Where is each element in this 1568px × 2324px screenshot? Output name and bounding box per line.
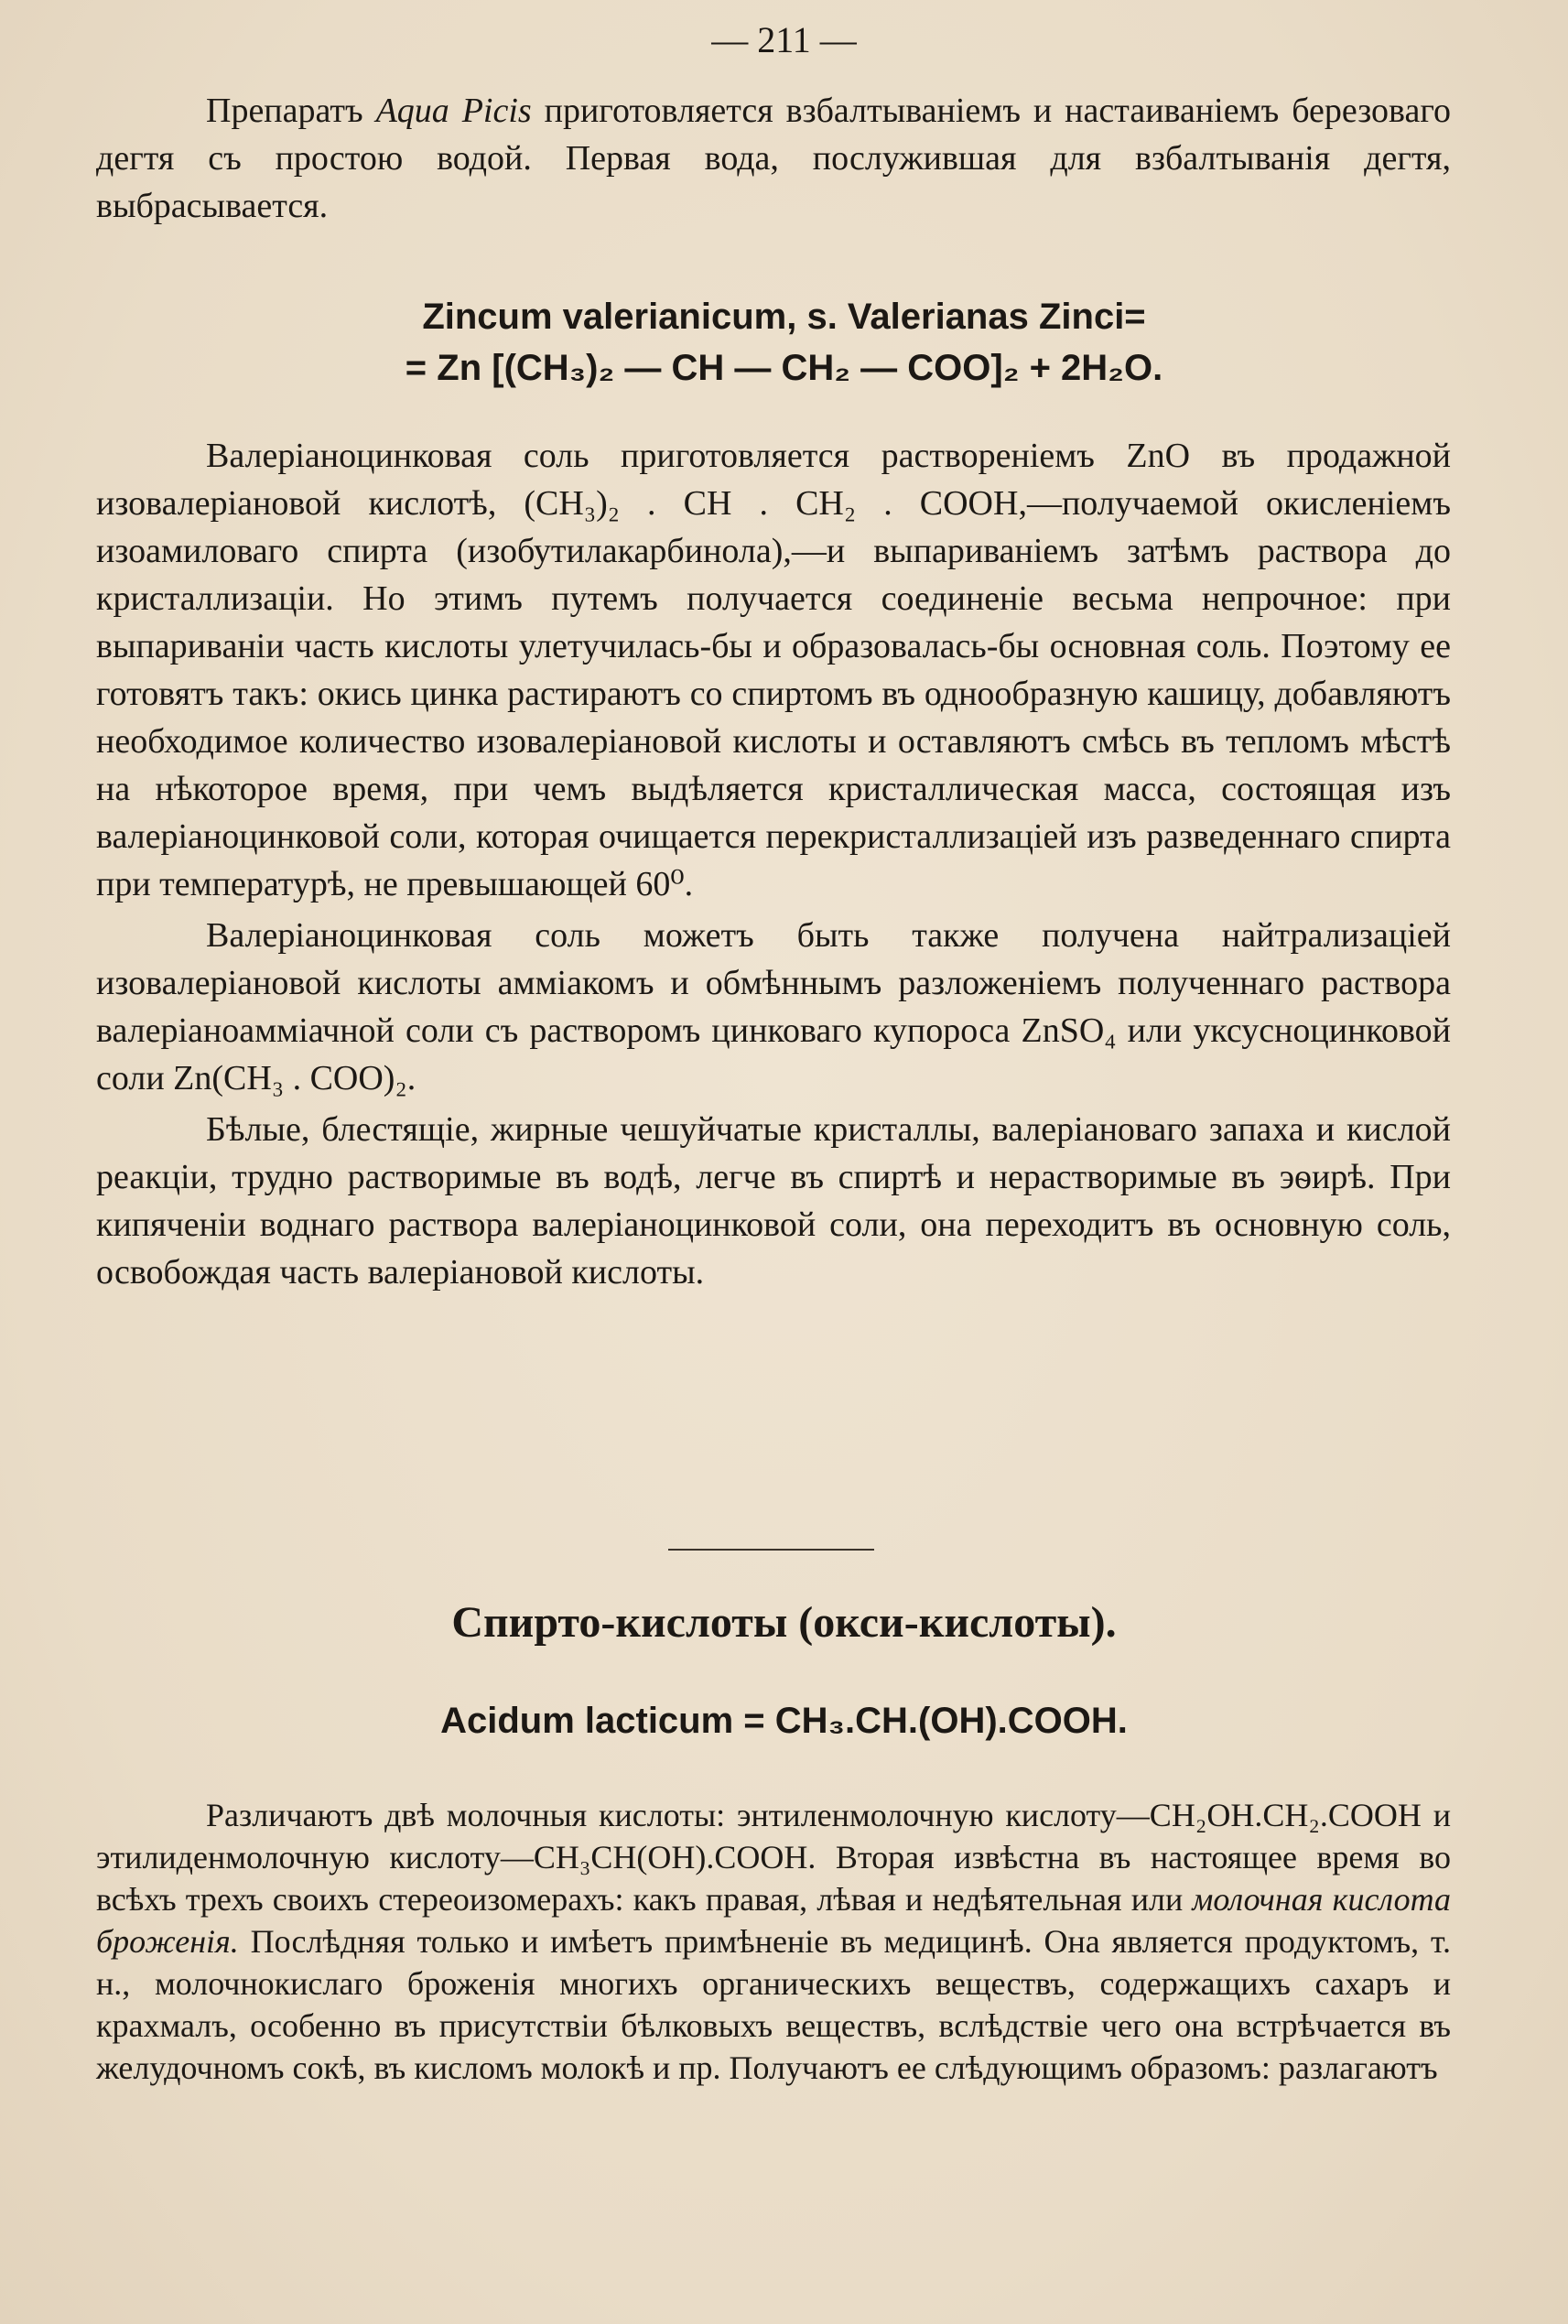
zincum-heading-line2: = Zn [(CH₃)₂ — CH — CH₂ — COO]₂ + 2H₂O. <box>405 348 1163 388</box>
aqua-picis-paragraph <box>96 87 1451 230</box>
lactic-italic-term: молочная кислота броженія. <box>96 1881 1452 1960</box>
zincum-heading <box>0 291 1568 394</box>
section-divider <box>668 1549 874 1551</box>
zincum-description <box>96 432 1451 1296</box>
page-number: — 211 — <box>711 19 857 60</box>
acid-lacticum-heading: Acidum lacticum = CH₃.CH.(OH).COOH. <box>440 1701 1128 1741</box>
zincum-paragraph-neutralization: Валеріаноцинковая соль можетъ быть также получена найтрализаціей изовалеріановой кислоты аммiакомъ и обмѣннымъ разложеніемъ полученнаго раствора валеріаноамміачной соли съ растворомъ цинковаго купороса ZnSO₄ или уксусноцинковой соли Zn(CH₃ . COO)₂. <box>96 916 1451 1097</box>
zincum-heading-line1: Zincum valerianicum, s. Valerianas Zinci= <box>422 297 1146 337</box>
lactic-text-after: Послѣдняя только и имѣетъ примѣненіе въ медицинѣ. Она является продуктомъ, т. н., молочнокислаго броженія многихъ органическихъ веществъ, содержащихъ сахаръ и крахмалъ, особенно въ присутствіи бѣлковыхъ веществъ, вслѣдствіе чего она встрѣчается въ желудочномъ сокѣ, въ кисломъ молокѣ и пр. Получаютъ ее слѣдующимъ образомъ: разлагаютъ <box>96 1923 1451 2086</box>
zincum-paragraph-preparation: Валеріаноцинковая соль приготовляется раствореніемъ ZnO въ продажной изовалеріановой кислотѣ, (CH₃)₂ . CH . CH₂ . COOH,—получаемой окисленіемъ изоамиловаго спирта (изобутилакарбинола),—и выпариваніемъ затѣмъ раствора до кристаллизаціи. Но этимъ путемъ получается соединеніе весьма непрочное: при выпариваніи часть кислоты улетучилась-бы и образовалась-бы основная соль. Поэтому ее готовятъ такъ: окись цинка растираютъ со спиртомъ въ однообразную кашицу, добавляютъ необходимое количество изовалеріановой кислоты и оставляютъ смѣсь въ тепломъ мѣстѣ на нѣкоторое время, при чемъ выдѣляется кристаллическая масса, состоящая изъ валеріаноцинковой соли, которая очищается перекристаллизаціей изъ разведеннаго спирта при температурѣ, не превышающей 60⁰. <box>96 437 1451 903</box>
zincum-paragraph-properties: Бѣлые, блестящіе, жирные чешуйчатые кристаллы, валеріановаго запаха и кислой реакціи, трудно растворимые въ водѣ, легче въ спиртѣ и нерастворимые въ эѳирѣ. При кипяченіи воднаго раствора валеріаноцинковой соли, она переходитъ въ основную соль, освобождая часть валеріановой кислоты. <box>96 1110 1451 1292</box>
aqua-picis-text-before: Препаратъ <box>206 92 376 130</box>
lactic-acid-paragraph <box>96 1794 1451 2089</box>
lactic-text-before: Различаютъ двѣ молочныя кислоты: энтиленмолочную кислоту—CH₂OH.CH₂.COOH и этилиденмолочную кислоту—CH₃CH(OH).COOH. Вторая извѣстна въ настоящее время во всѣхъ трехъ своихъ стереоизомерахъ: какъ правая, лѣвая и недѣятельная или <box>96 1797 1451 1918</box>
section-heading: Спирто-кислоты (окси-кислоты). <box>451 1598 1117 1647</box>
aqua-picis-italic-term: Aqua Picis <box>375 92 532 130</box>
aqua-picis-text-after: приготовляется взбалтываніемъ и настаиваніемъ березоваго дегтя съ простою водой. Первая вода, послужившая для взбалтыванія дегтя, выбрасывается. <box>96 92 1451 225</box>
